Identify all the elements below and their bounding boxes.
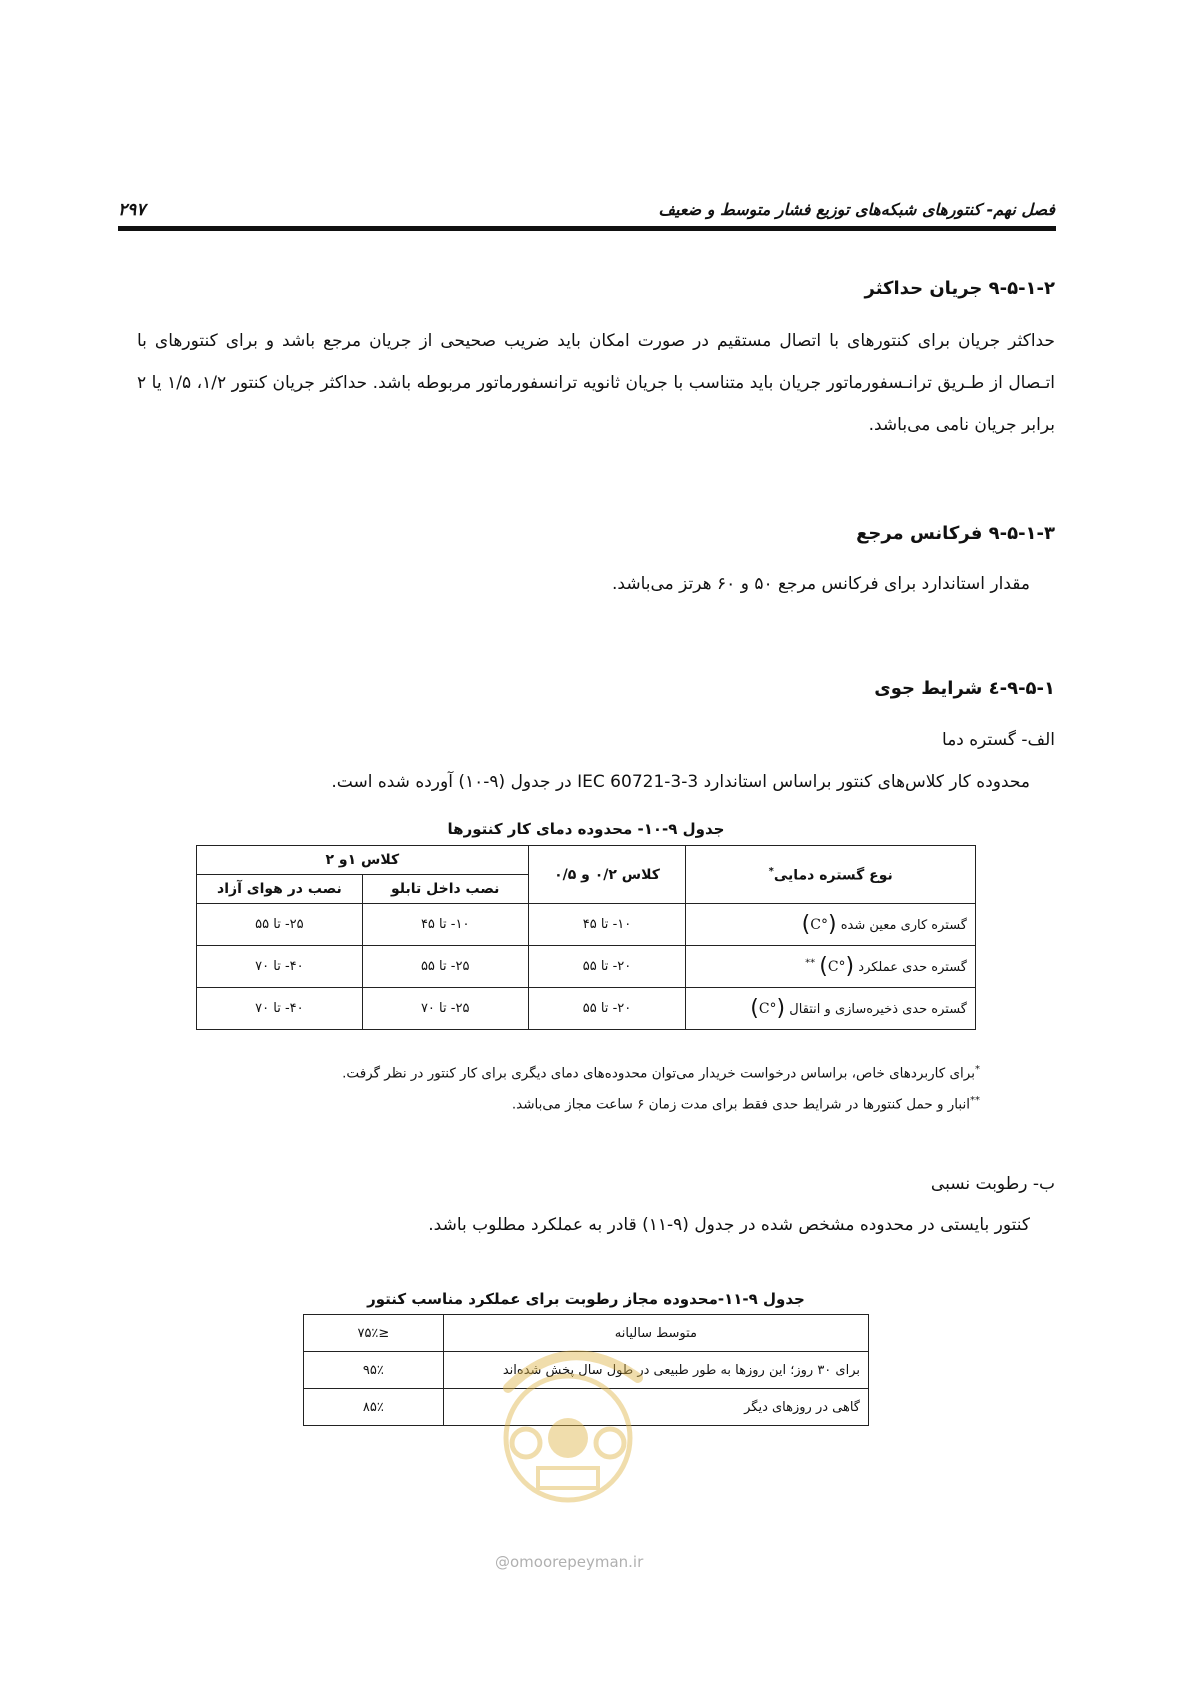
- paragraph-reference-frequency: مقدار استاندارد برای فرکانس مرجع ۵۰ و ۶۰ هرتز می‌باشد.: [612, 574, 1030, 594]
- paragraph-temperature-range: محدوده کار کلاس‌های کنتور براساس استاندارد IEC 60721-3-3 در جدول (۹-۱۰) آورده شده است.: [331, 772, 1030, 792]
- paragraph-max-current: حداکثر جریان برای کنتورهای با اتصال مستقیم در صورت امکان باید ضریب صحیحی از جریان مرجع باشد و برای کنتورهای با اتـصال از طـریق ترانـسفورماتور جریان باید متناسب با جریان ثانویه ترانسفورماتور مربوطه باشد. حداکثر جریان کنتور ۱/۲، ۱/۵ یا ۲ برابر جریان نامی می‌باشد.: [137, 331, 1056, 435]
- table-caption: جدول ۹-۱۰- محدوده دمای کار کنتورها: [447, 820, 725, 838]
- table-cell: ۴۰- تا ۷۰: [197, 988, 363, 1030]
- paragraph-relative-humidity: کنتور بایستی در محدوده مشخص شده در جدول (۹-۱۱) قادر به عملکرد مطلوب باشد.: [428, 1215, 1030, 1235]
- table-cell: ۱۰- تا ۴۵: [362, 904, 528, 946]
- table-caption: جدول ۹-۱۱-محدوده مجاز رطوبت برای عملکرد مناسب کنتور: [367, 1290, 805, 1308]
- column-subheader: نصب در هوای آزاد: [197, 875, 363, 904]
- table-cell: ۲۵- تا ۷۰: [362, 988, 528, 1030]
- section-heading-max-current: ۹-۵-۱-۲ جریان حداکثر: [864, 278, 1055, 299]
- subheading-temperature-range: الف- گستره دما: [942, 730, 1055, 750]
- table-cell: گاهی در روزهای دیگر: [443, 1389, 868, 1426]
- table-cell: ۸۵٪: [304, 1389, 444, 1426]
- watermark-url: @omoorepeyman.ir: [495, 1553, 644, 1571]
- header-rule: [118, 226, 1056, 231]
- table-cell: ۱۰- تا ۴۵: [528, 904, 686, 946]
- subheading-relative-humidity: ب- رطوبت نسبی: [930, 1174, 1055, 1194]
- table-row: [197, 988, 976, 1030]
- column-subheader: نصب داخل تابلو: [362, 875, 528, 904]
- table-cell: ۲۵- تا ۵۵: [197, 904, 363, 946]
- table-cell: ۲۰- تا ۵۵: [528, 988, 686, 1030]
- column-header: کلاس ۱و ۲: [197, 846, 529, 875]
- table-cell: گستره کاری معین شده (°C): [686, 904, 976, 946]
- table-footnote-2: **انبار و حمل کنتورها در شرایط حدی فقط برای مدت زمان ۶ ساعت مجاز می‌باشد.: [511, 1095, 980, 1113]
- table-cell: متوسط سالیانه: [443, 1315, 868, 1352]
- table-cell: ≤۷۵٪: [304, 1315, 444, 1352]
- table-cell: گستره حدی عملکرد (°C) **: [686, 946, 976, 988]
- table-cell: ۹۵٪: [304, 1352, 444, 1389]
- table-row: [197, 946, 976, 988]
- page-number: ۲۹۷: [118, 200, 146, 220]
- column-header: نوع گستره دمایی*: [686, 846, 976, 904]
- watermark-logo: [488, 1318, 648, 1508]
- table-cell: برای ۳۰ روز؛ این روزها به طور طبیعی در طول سال پخش شده‌اند: [443, 1352, 868, 1389]
- temperature-range-table: [196, 845, 976, 1030]
- column-header: کلاس ۰/۲ و ۰/۵: [528, 846, 686, 904]
- table-cell: ۲۰- تا ۵۵: [528, 946, 686, 988]
- section-heading-climatic-conditions: ۹-۵-۱-٤ شرایط جوی: [874, 678, 1055, 699]
- table-footnote-1: *برای کاربردهای خاص، براساس درخواست خریدار می‌توان محدوده‌های دمای دیگری برای کار کنتور در نظر گرفت.: [342, 1064, 980, 1082]
- section-heading-reference-frequency: ۹-۵-۱-۳ فرکانس مرجع: [856, 523, 1055, 544]
- table-cell: ۴۰- تا ۷۰: [197, 946, 363, 988]
- table-row: [197, 904, 976, 946]
- table-cell: ۲۵- تا ۵۵: [362, 946, 528, 988]
- running-header-title: فصل نهم- کنتورهای شبکه‌های توزیع فشار متوسط و ضعیف: [658, 200, 1055, 219]
- table-cell: گستره حدی ذخیره‌سازی و انتقال (°C): [686, 988, 976, 1030]
